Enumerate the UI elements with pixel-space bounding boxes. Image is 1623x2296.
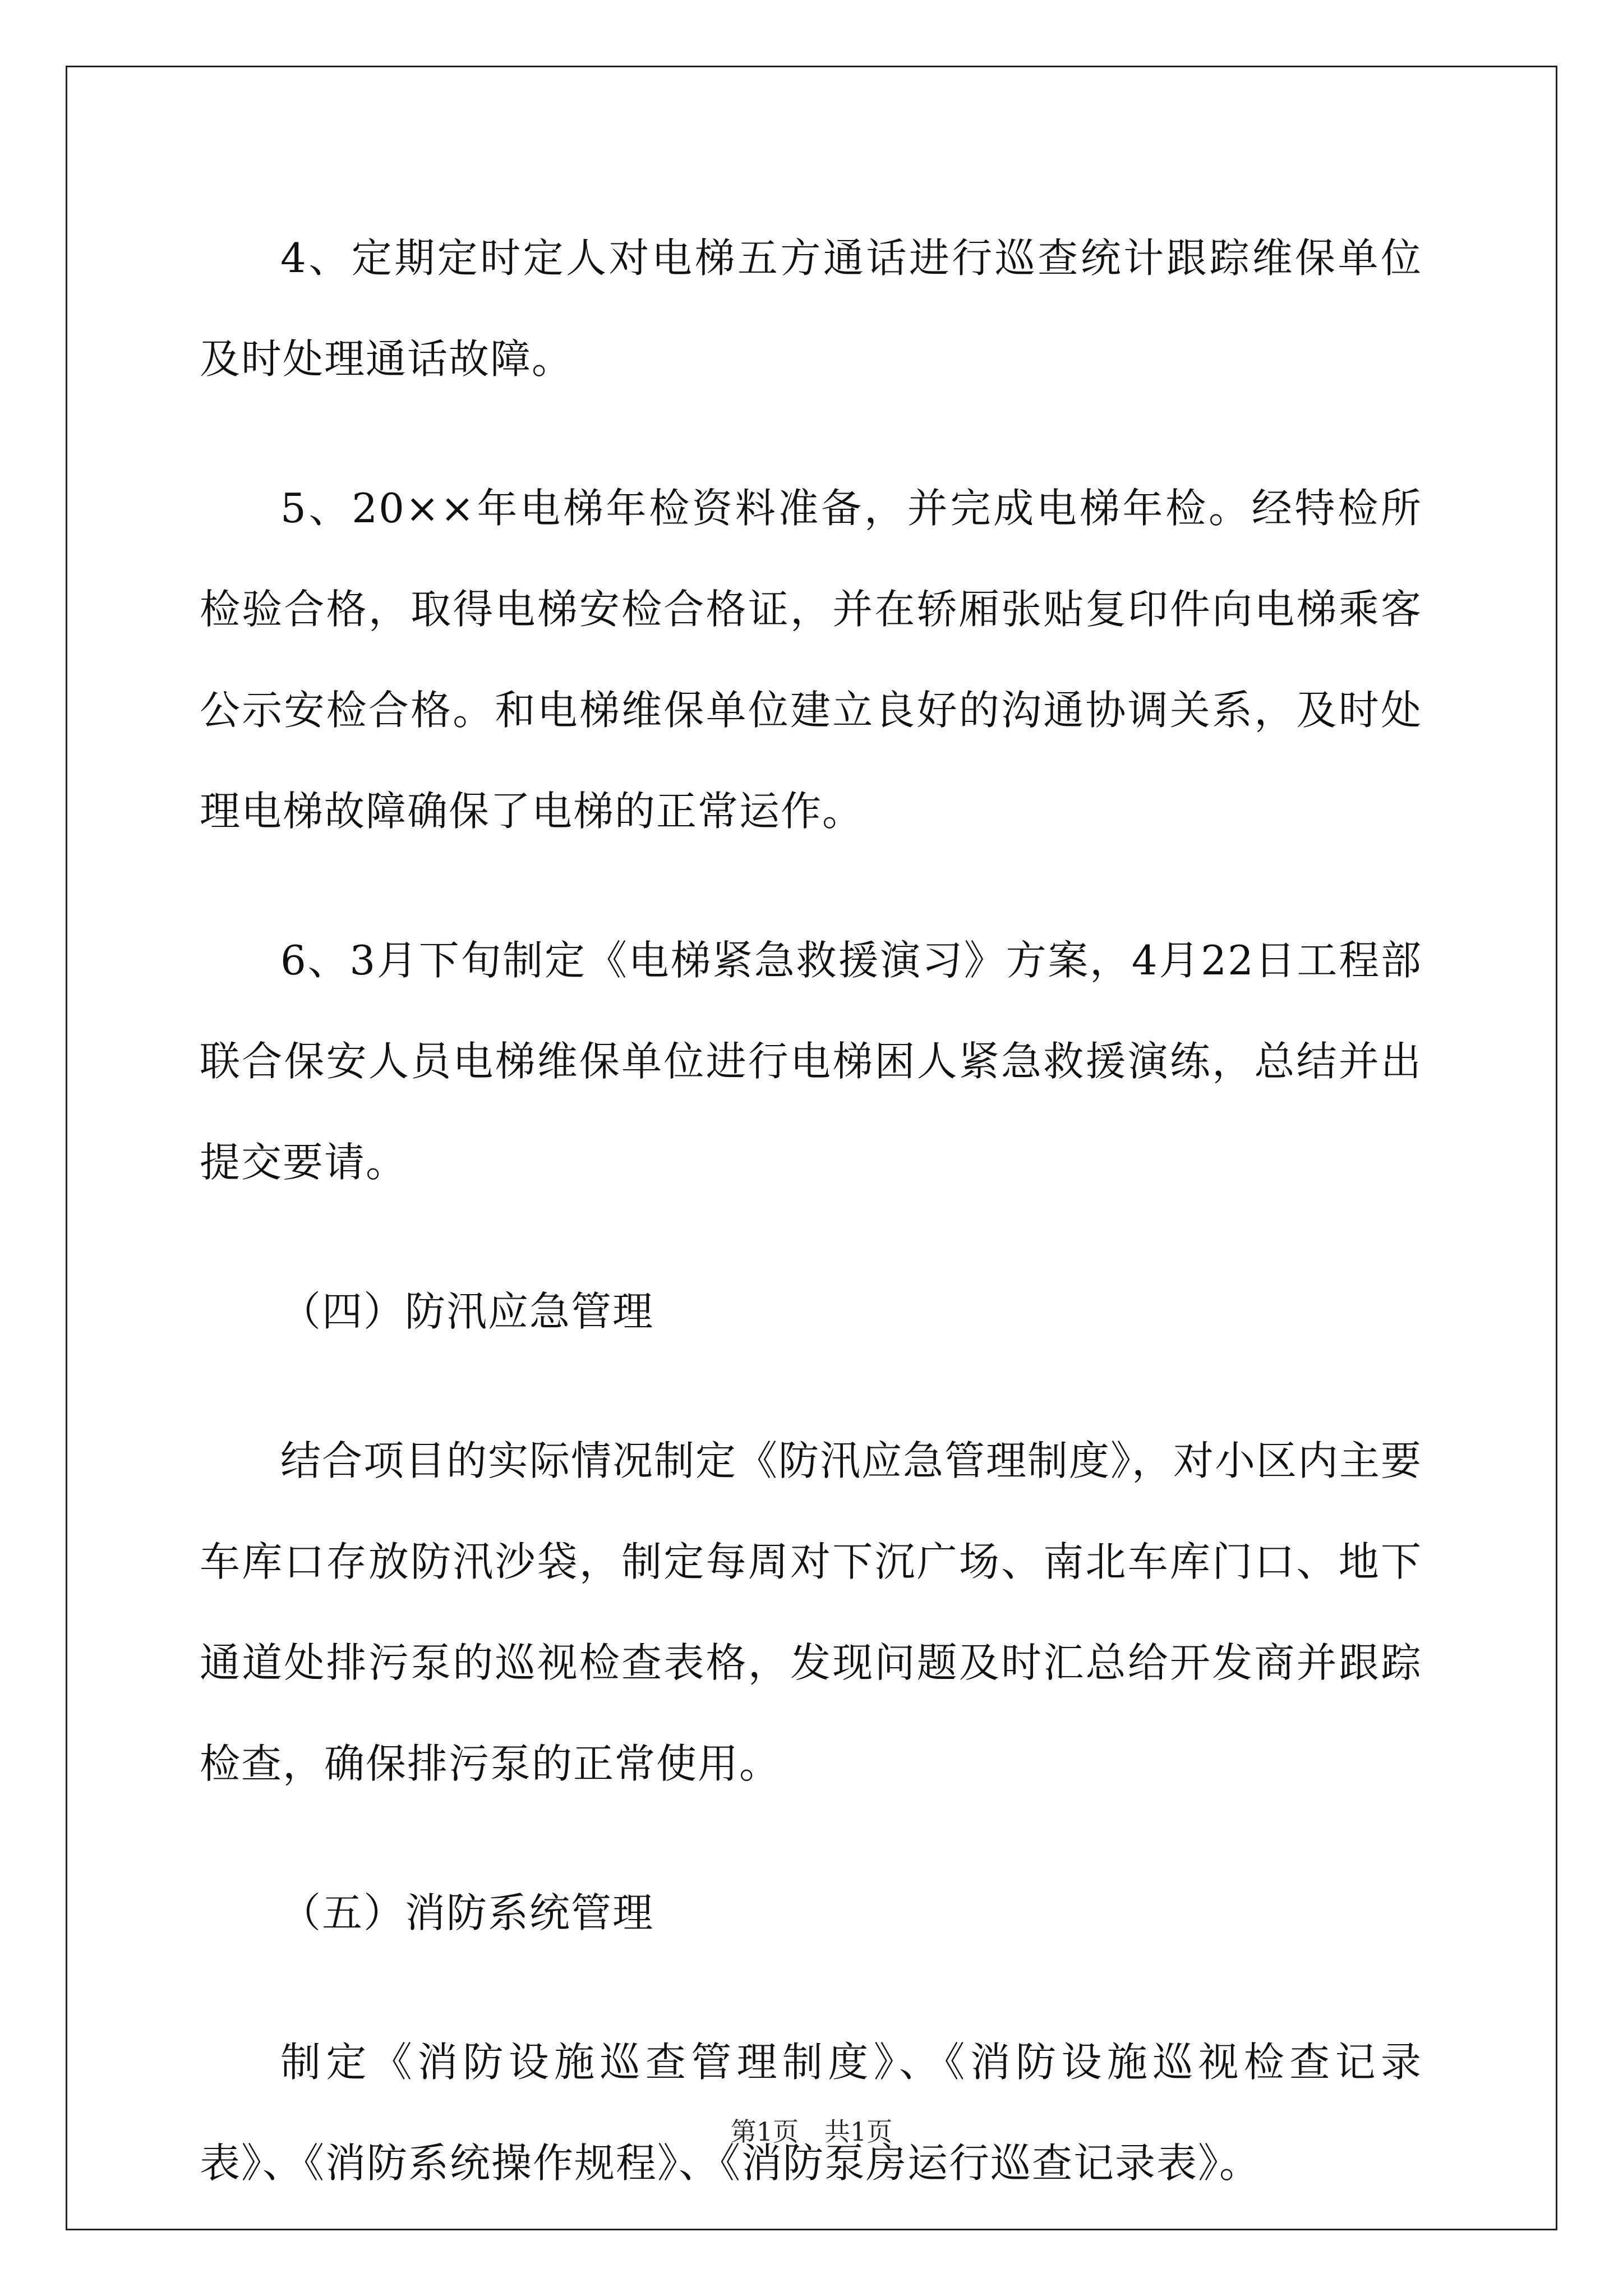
paragraph-elevator-rescue-drill: 6、3月下旬制定《电梯紧急救援演习》方案，4月22日工程部联合保安人员电梯维保单位进行电梯困人紧急救援演练，总结并出提交要请。 bbox=[200, 937, 1422, 1186]
document-body bbox=[200, 208, 1422, 2262]
paragraph-elevator-annual-inspection: 5、20××年电梯年检资料准备，并完成电梯年检。经特检所检验合格，取得电梯安检合格证，并在轿厢张贴复印件向电梯乘客公示安检合格。和电梯维保单位建立良好的沟通协调关系，及时处理电梯故障确保了电梯的正常运作。 bbox=[200, 485, 1422, 835]
paragraph-elevator-intercom: 4、定期定时定人对电梯五方通话进行巡查统计跟踪维保单位及时处理通话故障。 bbox=[200, 234, 1422, 383]
paragraph-fire-system: 制定《消防设施巡查管理制度》、《消防设施巡视检查记录表》、《消防系统操作规程》、《消防泵房运行巡查记录表》。 bbox=[200, 2039, 1422, 2187]
section-heading-flood-control: （四）防汛应急管理 bbox=[280, 1288, 654, 1335]
paragraph-flood-control: 结合项目的实际情况制定《防汛应急管理制度》，对小区内主要车库口存放防汛沙袋，制定每周对下沉广场、南北车库门口、地下通道处排污泵的巡视检查表格，发现问题及时汇总给开发商并跟踪检查，确保排污泵的正常使用。 bbox=[200, 1437, 1423, 1787]
section-heading-fire-system: （五）消防系统管理 bbox=[280, 1889, 654, 1936]
page-footer: 第1页 共1页 bbox=[730, 2116, 893, 2147]
